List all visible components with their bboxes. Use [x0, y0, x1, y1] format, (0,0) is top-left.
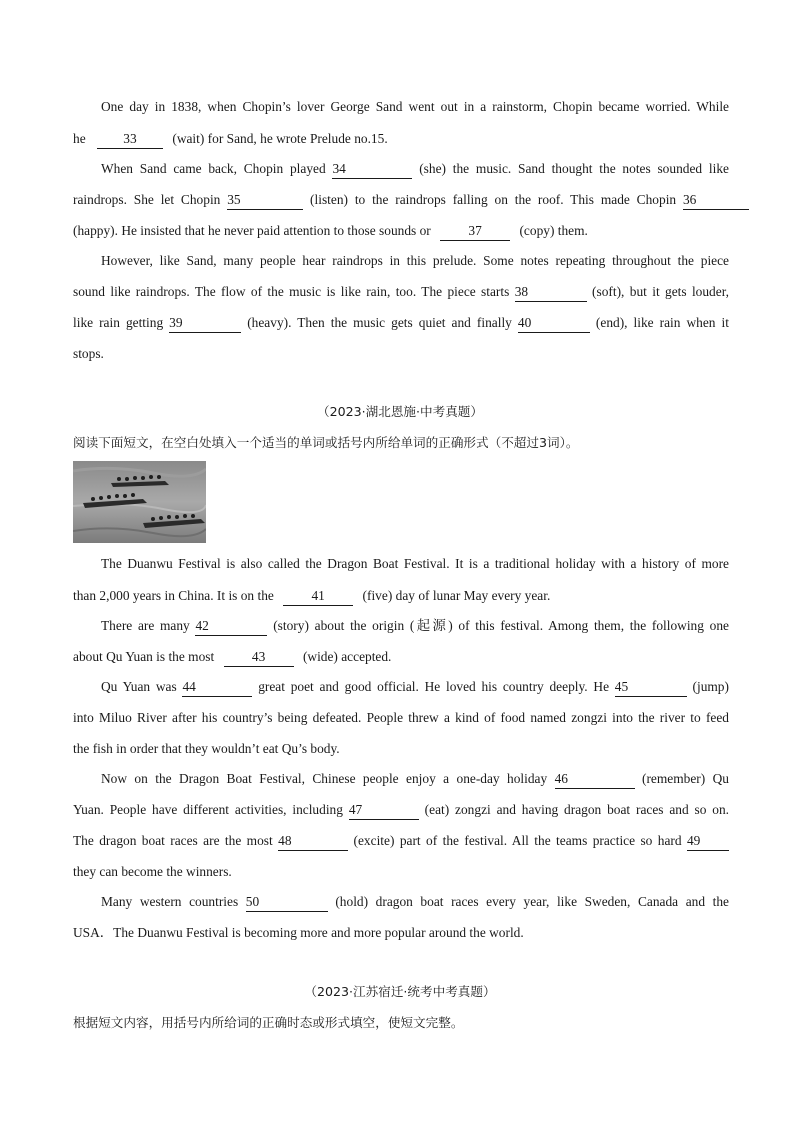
blank-46[interactable]: 46	[555, 771, 635, 789]
paragraph-line	[101, 554, 729, 574]
paragraph-line	[101, 97, 729, 117]
text: like rain getting	[73, 315, 164, 330]
text: There are many	[101, 618, 190, 633]
paragraph-line	[101, 251, 729, 271]
paragraph-line	[73, 313, 729, 333]
text: (copy) them.	[519, 223, 588, 238]
text: (heavy). Then the music gets quiet and finally	[247, 315, 512, 330]
text: raindrops. She let Chopin	[73, 192, 221, 207]
text: The Duanwu Festival is also called the Dragon Boat Festival. It is a traditional holiday with a history of more	[101, 556, 729, 571]
text: than 2,000 years in China. It is on the	[73, 588, 274, 603]
blank-36[interactable]: 36	[683, 192, 749, 210]
text: he	[73, 131, 86, 146]
dragon-boat-image	[73, 461, 206, 543]
blank-45[interactable]: 45	[615, 679, 687, 697]
text: (five) day of lunar May every year.	[362, 588, 551, 603]
text: Yuan. People have different activities, including	[73, 802, 343, 817]
paragraph-line	[101, 769, 729, 789]
text: they can become the winners.	[73, 864, 232, 879]
paragraph-line	[101, 616, 729, 636]
text: Qu Yuan was	[101, 679, 177, 694]
dragon-boat-photo	[73, 461, 206, 543]
blank-42[interactable]: 42	[195, 618, 267, 636]
blank-38[interactable]: 38	[515, 284, 587, 302]
source-heading: （2023·湖北恩施·中考真题）	[317, 404, 483, 419]
text: The dragon boat races are the most	[73, 833, 273, 848]
paragraph-line	[73, 708, 729, 728]
text: (remember) Qu	[642, 771, 729, 786]
text: (eat) zongzi and having dragon boat races and so on.	[424, 802, 729, 817]
instruction: 阅读下面短文，在空白处填入一个适当的单词或括号内所给单词的正确形式（不超过3词）。	[73, 435, 579, 450]
blank-35[interactable]: 35	[227, 192, 303, 210]
blank-47[interactable]: 47	[349, 802, 419, 820]
text: (excite) part of the festival. All the teams practice so hard	[353, 833, 682, 848]
paragraph-line	[101, 892, 729, 912]
text: One day in 1838, when Chopin’s lover George Sand went out in a rainstorm, Chopin became worried. While	[101, 99, 729, 114]
blank-33[interactable]: 33	[97, 131, 163, 149]
blank-37[interactable]: 37	[440, 223, 510, 241]
text: (she) the music. Sand thought the notes sounded like	[419, 161, 729, 176]
paragraph-line	[73, 862, 729, 882]
text: into Miluo River after his country’s being defeated. People threw a kind of food named zongzi into the river to feed	[73, 710, 729, 725]
paragraph-line	[101, 159, 729, 179]
paragraph-line	[73, 282, 729, 302]
blank-39[interactable]: 39	[169, 315, 241, 333]
text: Many western countries	[101, 894, 239, 909]
paragraph-line	[73, 586, 729, 606]
text: sound like raindrops. The flow of the music is like rain, too. The piece starts	[73, 284, 510, 299]
blank-43[interactable]: 43	[224, 649, 294, 667]
paragraph-line	[73, 129, 729, 149]
text: Now on the Dragon Boat Festival, Chinese people enjoy a one-day holiday	[101, 771, 548, 786]
text: (listen) to the raindrops falling on the roof. This made Chopin	[310, 192, 677, 207]
text: about Qu Yuan is the most	[73, 649, 215, 664]
blank-44[interactable]: 44	[182, 679, 252, 697]
blank-50[interactable]: 50	[246, 894, 328, 912]
paragraph-line	[73, 221, 729, 241]
text: great poet and good official. He loved his country deeply. He	[258, 679, 610, 694]
blank-40[interactable]: 40	[518, 315, 590, 333]
text: USA．The Duanwu Festival is becoming more and more popular around the world.	[73, 925, 524, 940]
text: (soft), but it gets louder,	[592, 284, 729, 299]
text: (jump)	[692, 679, 729, 694]
paragraph-line	[73, 831, 729, 851]
blank-48[interactable]: 48	[278, 833, 348, 851]
paragraph-line	[101, 677, 729, 697]
text: (story) about the origin (起源) of this festival. Among them, the following one	[273, 618, 729, 633]
text: (end), like rain when it	[595, 315, 729, 330]
instruction: 根据短文内容，用括号内所给词的正确时态或形式填空，使短文完整。	[73, 1015, 464, 1030]
paragraph-line	[73, 344, 729, 364]
blank-49[interactable]: 49	[687, 833, 729, 851]
text: stops.	[73, 346, 104, 361]
text: (wide) accepted.	[302, 649, 392, 664]
text: (happy). He insisted that he never paid attention to those sounds or	[73, 223, 431, 238]
paragraph-line	[73, 647, 729, 667]
source-heading: （2023·江苏宿迁·统考中考真题）	[304, 984, 496, 999]
text: However, like Sand, many people hear raindrops in this prelude. Some notes repeating throughout the piece	[101, 253, 729, 268]
paragraph-line	[73, 739, 729, 759]
blank-41[interactable]: 41	[283, 588, 353, 606]
text: the fish in order that they wouldn’t eat Qu’s body.	[73, 741, 340, 756]
text: (wait) for Sand, he wrote Prelude no.15.	[172, 131, 388, 146]
blank-34[interactable]: 34	[332, 161, 412, 179]
paragraph-line	[73, 923, 729, 943]
text: When Sand came back, Chopin played	[101, 161, 326, 176]
paragraph-line	[73, 800, 729, 820]
text: (hold) dragon boat races every year, like Sweden, Canada and the	[335, 894, 729, 909]
paragraph-line	[73, 190, 749, 210]
